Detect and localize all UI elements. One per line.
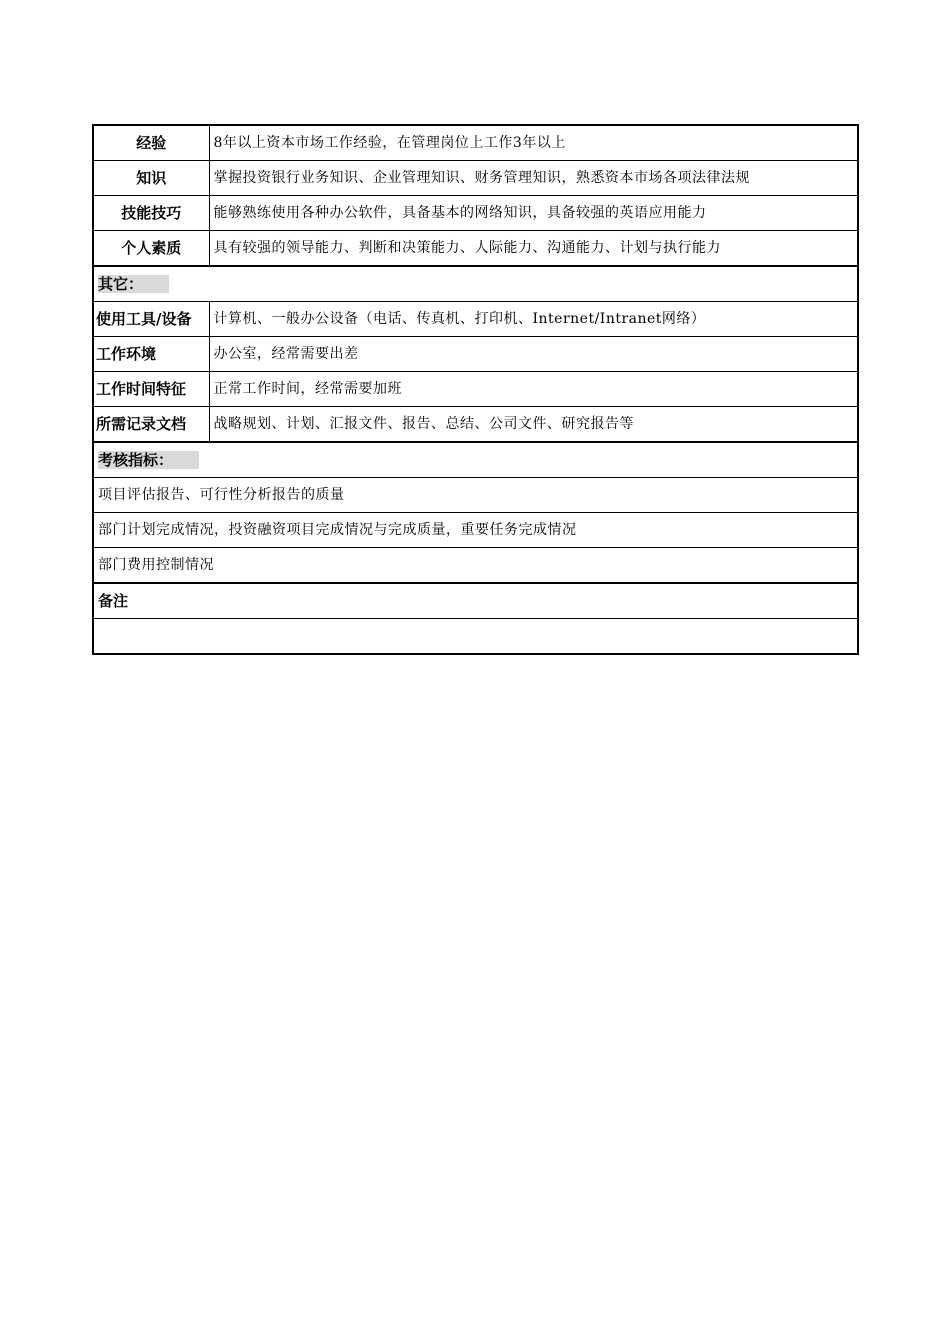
requirement-value: 具有较强的领导能力、判断和决策能力、人际能力、沟通能力、计划与执行能力	[209, 231, 858, 267]
requirement-value: 掌握投资银行业务知识、企业管理知识、财务管理知识，熟悉资本市场各项法律法规	[209, 161, 858, 196]
other-label: 所需记录文档	[93, 407, 209, 443]
section-header-notes	[93, 583, 858, 619]
kpi-heading: 考核指标：	[98, 451, 199, 469]
requirement-label: 知识	[93, 161, 209, 196]
kpi-item: 部门计划完成情况，投资融资项目完成情况与完成质量，重要任务完成情况	[93, 513, 858, 548]
other-label: 工作时间特征	[93, 372, 209, 407]
section-heading	[93, 442, 858, 478]
table-row	[93, 478, 858, 513]
requirement-value: 能够熟练使用各种办公软件，具备基本的网络知识，具备较强的英语应用能力	[209, 196, 858, 231]
job-description-table	[92, 124, 859, 655]
notes-value	[93, 619, 858, 655]
table-row	[93, 337, 858, 372]
section-header-other	[93, 266, 858, 302]
table-row	[93, 513, 858, 548]
table-row	[93, 302, 858, 337]
requirement-label: 技能技巧	[93, 196, 209, 231]
requirement-value: 8年以上资本市场工作经验，在管理岗位上工作3年以上	[209, 125, 858, 161]
table-row	[93, 161, 858, 196]
table-row	[93, 125, 858, 161]
other-value: 办公室，经常需要出差	[209, 337, 858, 372]
other-value: 计算机、一般办公设备（电话、传真机、打印机、Internet/Intranet网络）	[209, 302, 858, 337]
table-row	[93, 372, 858, 407]
kpi-item: 部门费用控制情况	[93, 548, 858, 584]
other-label: 使用工具/设备	[93, 302, 209, 337]
other-label: 工作环境	[93, 337, 209, 372]
other-value: 战略规划、计划、汇报文件、报告、总结、公司文件、研究报告等	[209, 407, 858, 443]
section-header-kpi	[93, 442, 858, 478]
other-value: 正常工作时间，经常需要加班	[209, 372, 858, 407]
table-row	[93, 407, 858, 443]
table-row	[93, 196, 858, 231]
notes-heading: 备注	[93, 583, 858, 619]
kpi-item: 项目评估报告、可行性分析报告的质量	[93, 478, 858, 513]
table-row	[93, 231, 858, 267]
requirement-label: 个人素质	[93, 231, 209, 267]
requirement-label: 经验	[93, 125, 209, 161]
table-row	[93, 619, 858, 655]
table-row	[93, 548, 858, 584]
section-heading	[93, 266, 858, 302]
other-heading: 其它：	[98, 275, 169, 293]
